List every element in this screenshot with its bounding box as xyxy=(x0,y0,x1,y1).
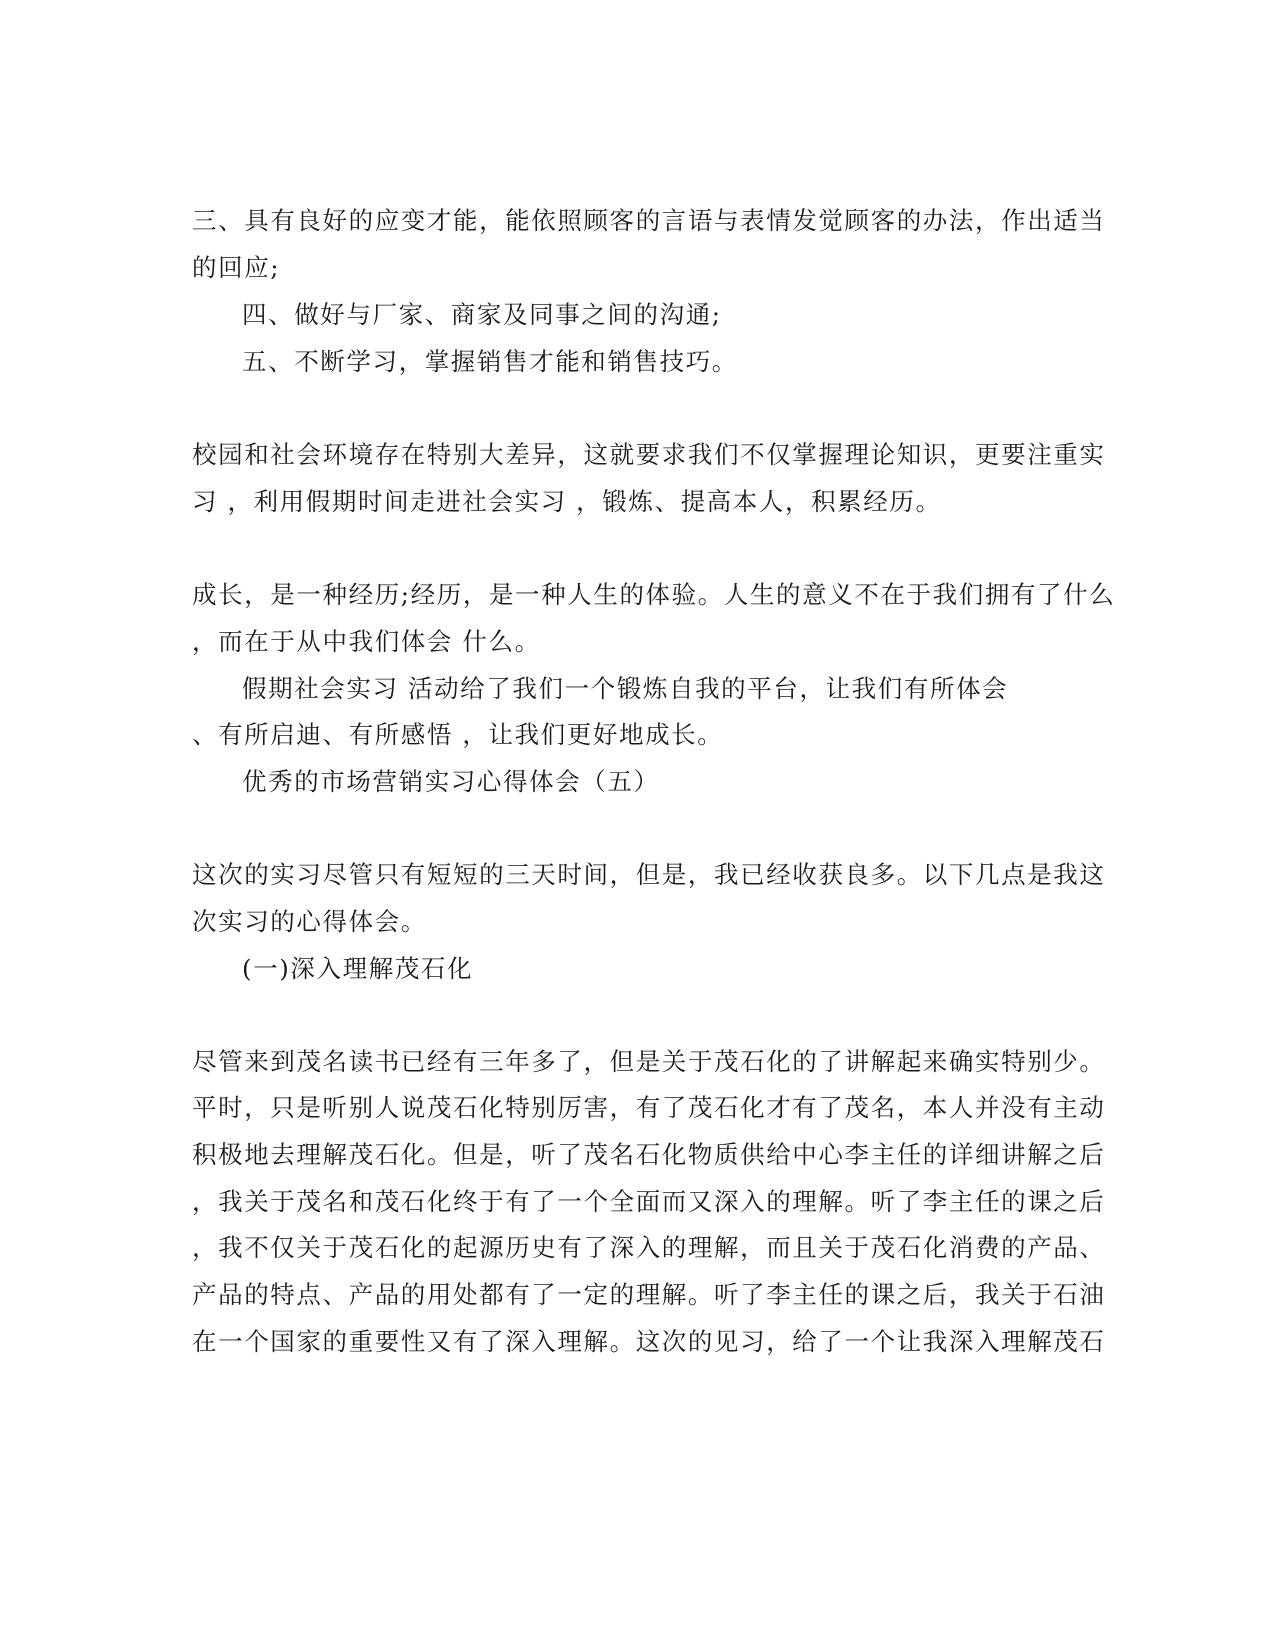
text-line: 在一个国家的重要性又有了深入理解。这次的见习，给了一个让我深入理解茂石 xyxy=(192,1327,1106,1356)
text-line: 平时，只是听别人说茂石化特别厉害，有了茂石化才有了茂名，本人并没有主动 xyxy=(192,1093,1106,1122)
text-line: 这次的实习尽管只有短短的三天时间，但是，我已经收获良多。以下几点是我这 xyxy=(192,860,1106,889)
list-item: 四、做好与厂家、商家及同事之间的沟通; xyxy=(242,300,722,329)
text-line: 校园和社会环境存在特别大差异，这就要求我们不仅掌握理论知识，更要注重实 xyxy=(192,440,1106,469)
text-line: 三、具有良好的应变才能，能依照顾客的言语与表情发觉顾客的办法，作出适当 xyxy=(192,206,1106,235)
text-line: 、有所启迪、有所感悟 ，让我们更好地成长。 xyxy=(192,720,724,749)
list-item: 五、不断学习，掌握销售才能和销售技巧。 xyxy=(242,347,738,376)
text-line: 的回应; xyxy=(192,253,281,282)
section-heading: 优秀的市场营销实习心得体会（五） xyxy=(242,767,660,796)
text-line: ，而在于从中我们体会 什么。 xyxy=(192,627,541,656)
subsection-heading: (一)深入理解茂石化 xyxy=(242,954,474,983)
text-line: 成长，是一种经历;经历，是一种人生的体验。人生的意义不在于我们拥有了什么 xyxy=(192,580,1116,609)
text-line: 产品的特点、产品的用处都有了一定的理解。听了李主任的课之后，我关于石油 xyxy=(192,1280,1106,1309)
text-line: 尽管来到茂名读书已经有三年多了，但是关于茂石化的了讲解起来确实特别少。 xyxy=(192,1047,1106,1076)
text-line: 次实习的心得体会。 xyxy=(192,907,427,936)
text-line: 习 ，利用假期时间走进社会实习 ，锻炼、提高本人，积累经历。 xyxy=(192,487,942,516)
text-line: ，我不仅关于茂石化的起源历史有了深入的理解，而且关于茂石化消费的产品、 xyxy=(192,1233,1106,1262)
text-line: 假期社会实习 活动给了我们一个锻炼自我的平台，让我们有所体会 xyxy=(242,674,1009,703)
text-line: ，我关于茂名和茂石化终于有了一个全面而又深入的理解。听了李主任的课之后 xyxy=(192,1187,1106,1216)
text-line: 积极地去理解茂石化。但是，听了茂名石化物质供给中心李主任的详细讲解之后 xyxy=(192,1140,1106,1169)
